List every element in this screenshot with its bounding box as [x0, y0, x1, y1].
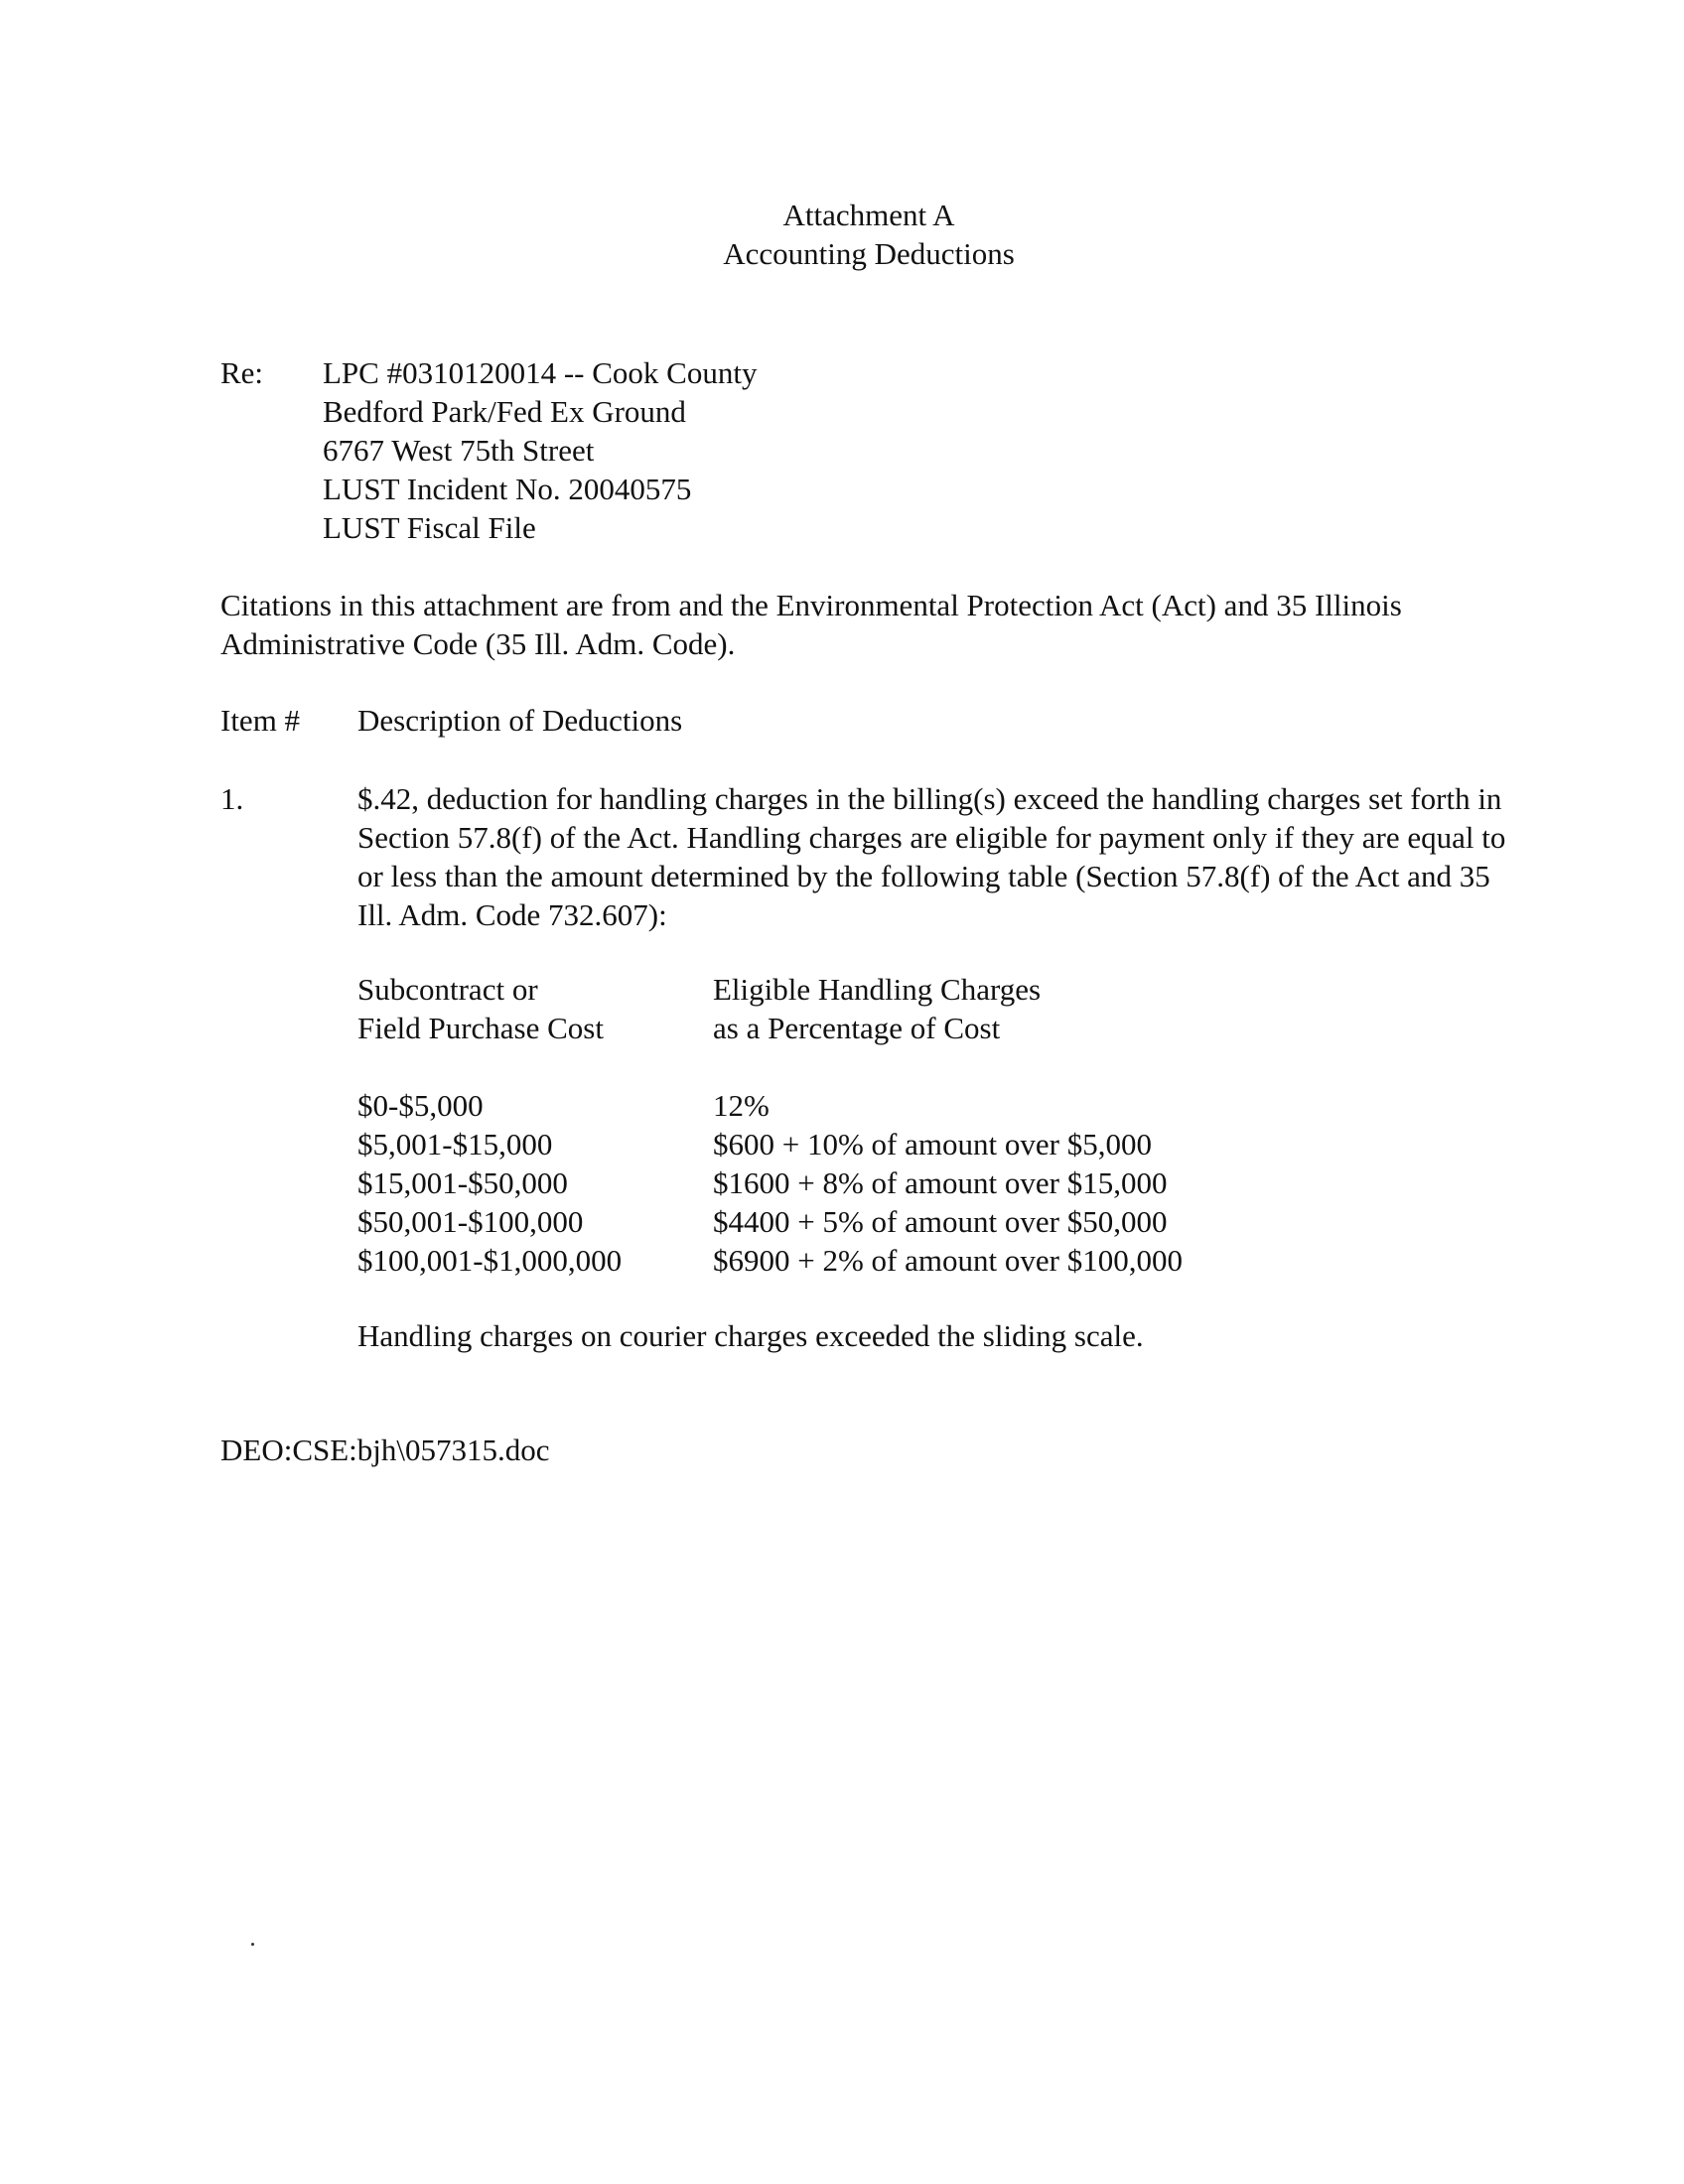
- charge-cell: $6900 + 2% of amount over $100,000: [713, 1243, 1183, 1278]
- cost-range-cell: $50,001-$100,000: [357, 1204, 584, 1239]
- document-reference: DEO:CSE:bjh\057315.doc: [220, 1433, 550, 1467]
- cost-range-cell: $0-$5,000: [357, 1088, 484, 1123]
- charge-cell: $1600 + 8% of amount over $15,000: [713, 1165, 1168, 1200]
- item-description-header: Description of Deductions: [357, 703, 683, 738]
- table-header-charges: [713, 970, 1041, 1047]
- re-label: Re:: [220, 355, 264, 390]
- table-header-charges-line: Eligible Handling Charges: [713, 972, 1042, 1007]
- re-block: [323, 353, 757, 547]
- table-header-cost: [357, 970, 604, 1047]
- re-line: LUST Incident No. 20040575: [323, 472, 692, 506]
- re-line: LPC #0310120014 -- Cook County: [323, 355, 758, 390]
- citations-paragraph: Citations in this attachment are from and the Environmental Protection Act (Act) and 35 Illinois Administrative Code (35 Ill. Adm. Code).: [220, 588, 1402, 661]
- item-description: $.42, deduction for handling charges in the billing(s) exceed the handling charges set forth in Section 57.8(f) of the Act. Handling charges are eligible for payment only if they are equal to or less than the amount determined by the following table (Section 57.8(f) of the Act and 35 Ill. Adm. Code 732.607):: [357, 781, 1506, 932]
- item-number: 1.: [220, 781, 244, 816]
- scan-speck: [251, 1943, 254, 1946]
- table-header-charges-line: as a Percentage of Cost: [713, 1011, 1001, 1045]
- table-header-cost-line: Subcontract or: [357, 972, 538, 1007]
- sliding-scale-note: Handling charges on courier charges exceeded the sliding scale.: [357, 1318, 1144, 1353]
- cost-range-cell: $100,001-$1,000,000: [357, 1243, 623, 1278]
- charge-cell: $600 + 10% of amount over $5,000: [713, 1127, 1152, 1161]
- attachment-heading: [0, 196, 1684, 273]
- cost-range-cell: $5,001-$15,000: [357, 1127, 553, 1161]
- table-header-cost-line: Field Purchase Cost: [357, 1011, 604, 1045]
- charge-cell: 12%: [713, 1088, 770, 1123]
- charge-cell: $4400 + 5% of amount over $50,000: [713, 1204, 1168, 1239]
- re-line: LUST Fiscal File: [323, 510, 536, 545]
- cost-range-cell: $15,001-$50,000: [357, 1165, 568, 1200]
- attachment-subtitle: Accounting Deductions: [723, 236, 1015, 271]
- re-line: Bedford Park/Fed Ex Ground: [323, 394, 686, 429]
- re-line: 6767 West 75th Street: [323, 433, 595, 468]
- attachment-title: Attachment A: [782, 198, 955, 232]
- item-number-header: Item #: [220, 703, 301, 738]
